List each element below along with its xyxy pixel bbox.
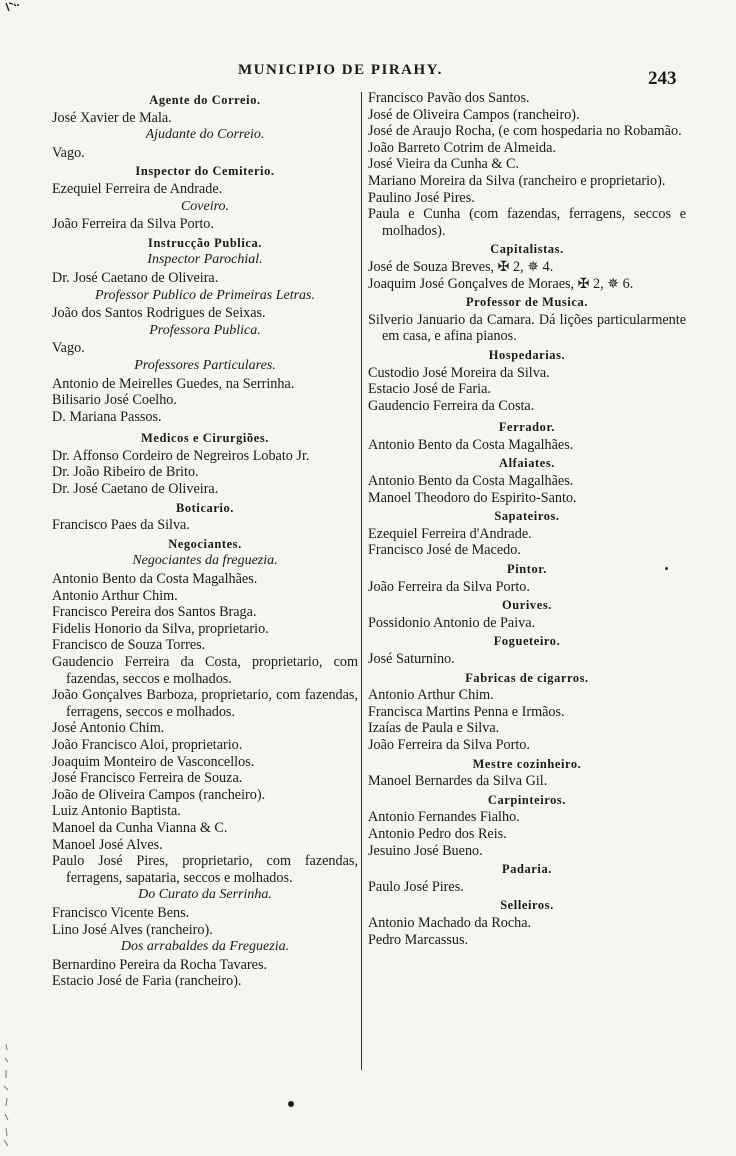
section-heading: Hospedarias. xyxy=(488,347,566,362)
directory-entry: Silverio Januario da Camara. Dá lições particularmente em casa, e afina pianos. xyxy=(368,311,686,345)
section-heading: Ferrador. xyxy=(498,420,556,435)
directory-entry: Estacio José de Faria (rancheiro). xyxy=(52,973,242,990)
section-boticario xyxy=(52,500,358,534)
directory-entry: Ezequiel Ferreira de Andrade. xyxy=(52,180,223,197)
section-subheading: Dos arrabaldes da Freguezia. xyxy=(120,939,290,955)
directory-entry: José Vieira da Cunha & C. xyxy=(368,156,519,173)
directory-entry: Custodio José Moreira da Silva. xyxy=(368,364,550,381)
section-padaria xyxy=(368,861,686,895)
directory-entry: Francisco José de Macedo. xyxy=(368,542,521,559)
section-heading: Carpinteiros. xyxy=(487,792,567,807)
section-subheading: Inspector Parochial. xyxy=(147,252,263,268)
section-heading: Pintor. xyxy=(507,562,547,577)
section-heading: Ourives. xyxy=(502,598,552,613)
running-title: MUNICIPIO DE PIRAHY. xyxy=(238,62,443,78)
section-inspector-do-cemiterio xyxy=(52,163,358,197)
section-ourives xyxy=(368,597,686,631)
directory-entry: Vago. xyxy=(52,340,85,357)
directory-entry: Manoel Theodoro do Espirito-Santo. xyxy=(368,489,577,506)
directory-entry: João Barreto Cotrim de Almeida. xyxy=(368,139,556,156)
directory-entry: Pedro Marcassus. xyxy=(368,931,469,948)
directory-entry: Lino José Alves (rancheiro). xyxy=(52,921,213,938)
directory-entry: José Saturnino. xyxy=(368,651,455,667)
directory-entry: Bernardino Pereira da Rocha Tavares. xyxy=(52,956,268,973)
section-heading: Fabricas de cigarros. xyxy=(465,670,589,685)
directory-entry: D. Mariana Passos. xyxy=(52,408,162,425)
directory-entry: José de Souza Breves, ✠ 2, ✵ 4. xyxy=(368,258,554,275)
directory-entry: Paulo José Pires. xyxy=(368,878,464,895)
section-negociantes xyxy=(52,536,358,553)
section-professor-de-musica xyxy=(368,294,686,345)
section-subheading: Coveiro. xyxy=(180,198,230,214)
section-heading: Medicos e Cirurgiões. xyxy=(141,431,269,446)
section-heading: Capitalistas. xyxy=(490,242,564,257)
directory-entry: Bilisario José Coelho. xyxy=(52,392,177,409)
section-sapateiros xyxy=(368,508,686,559)
page-number: 243 xyxy=(648,68,677,89)
section-continuation-0 xyxy=(368,90,686,239)
directory-entry: Antonio Bento da Costa Magalhães. xyxy=(52,571,258,588)
section-ajudante-do-correio xyxy=(52,127,358,161)
section-subheading: Ajudante do Correio. xyxy=(145,127,265,143)
section-heading: Negociantes. xyxy=(168,536,242,551)
directory-entry: Estacio José de Faria. xyxy=(368,381,491,398)
section-subheading: Professor Publico de Primeiras Letras. xyxy=(95,287,315,303)
directory-entry: Antonio Fernandes Fialho. xyxy=(368,809,520,826)
directory-entry: Antonio Bento da Costa Magalhães. xyxy=(368,473,574,490)
directory-entry: Francisco de Souza Torres. xyxy=(52,637,206,654)
section-medicos-e-cirurgioes xyxy=(52,430,358,497)
directory-entry: João Gonçalves Barboza, proprietario, com fazendas, ferragens, seccos e molhados. xyxy=(52,687,358,720)
directory-entry: Francisca Martins Penna e Irmãos. xyxy=(368,703,565,720)
directory-entry: Fidelis Honorio da Silva, proprietario. xyxy=(52,620,269,637)
section-heading: Agente do Correio. xyxy=(149,93,261,107)
directory-entry: Izaías de Paula e Silva. xyxy=(368,720,500,737)
section-heading: Instrucção Publica. xyxy=(148,235,262,250)
directory-entry: Joaquim José Gonçalves de Moraes, ✠ 2, ✵ 6. xyxy=(368,275,634,292)
section-mestre-cozinheiro xyxy=(368,756,686,790)
section-alfaiates xyxy=(368,455,686,506)
section-carpinteiros xyxy=(368,792,686,859)
directory-entry: Dr. José Caetano de Oliveira. xyxy=(52,481,219,498)
directory-entry: Paulo José Pires, proprietario, com fazendas, ferragens, sapataria, seccos e molhados. xyxy=(52,853,358,886)
directory-entry: Dr. Affonso Cordeiro de Negreiros Lobato Jr. xyxy=(52,447,310,464)
directory-entry: João Ferreira da Silva Porto. xyxy=(368,578,530,595)
directory-entry: José de Araujo Rocha, (e com hospedaria no Robamão. xyxy=(368,123,682,140)
section-heading: Boticario. xyxy=(176,500,234,515)
section-heading: Mestre cozinheiro. xyxy=(472,756,582,771)
directory-entry: Paula e Cunha (com fazendas, ferragens, seccos e molhados). xyxy=(368,206,686,239)
section-heading: Selleiros. xyxy=(500,898,554,913)
section-subheading: Professora Publica. xyxy=(149,322,261,338)
directory-entry: Mariano Moreira da Silva (rancheiro e proprietario). xyxy=(368,172,666,189)
directory-entry: José Antonio Chim. xyxy=(52,720,165,737)
directory-entry: João Ferreira da Silva Porto. xyxy=(52,216,214,233)
directory-entry: Jesuino José Bueno. xyxy=(368,842,483,859)
page-edge-marks xyxy=(0,1040,14,1150)
section-do-curato-da-serrinha xyxy=(52,887,358,938)
section-professor-publico-de-primeiras-letras xyxy=(52,288,358,322)
directory-entry: Paulino José Pires. xyxy=(368,189,475,206)
section-instruccao-publica xyxy=(52,235,358,252)
directory-entry: Dr. João Ribeiro de Brito. xyxy=(52,464,199,481)
section-hospedarias xyxy=(368,347,686,414)
section-ferrador xyxy=(368,419,686,453)
ink-speck xyxy=(665,567,668,570)
section-heading: Alfaiates. xyxy=(499,456,555,471)
directory-entry: Antonio de Meirelles Guedes, na Serrinha. xyxy=(52,375,295,392)
directory-entry: Gaudencio Ferreira da Costa. xyxy=(368,397,535,414)
directory-entry: José de Oliveira Campos (rancheiro). xyxy=(368,106,580,123)
section-agente-do-correio xyxy=(52,92,358,126)
section-heading: Sapateiros. xyxy=(494,509,560,524)
section-capitalistas xyxy=(368,241,686,292)
section-subheading: Professores Particulares. xyxy=(134,357,276,373)
directory-entry: João Ferreira da Silva Porto. xyxy=(368,736,530,753)
directory-entry: Francisco Vicente Bens. xyxy=(52,904,190,921)
section-fabricas-de-cigarros xyxy=(368,670,686,754)
directory-entry: Francisco Pavão dos Santos. xyxy=(368,90,530,106)
directory-entry: Francisco Pereira dos Santos Braga. xyxy=(52,604,257,621)
left-column xyxy=(52,90,358,990)
directory-entry: Manoel José Alves. xyxy=(52,836,163,853)
directory-entry: João dos Santos Rodrigues de Seixas. xyxy=(52,305,266,322)
directory-entry: Vago. xyxy=(52,144,85,161)
directory-entry: Possidonio Antonio de Paiva. xyxy=(368,614,536,631)
section-heading: Padaria. xyxy=(502,862,552,877)
section-coveiro xyxy=(52,199,358,233)
section-inspector-parochial xyxy=(52,252,358,286)
directory-entry: Ezequiel Ferreira d'Andrade. xyxy=(368,525,532,542)
section-dos-arrabaldes-da-freguezia xyxy=(52,939,358,990)
directory-entry: José Francisco Ferreira de Souza. xyxy=(52,770,243,787)
directory-entry: Luiz Antonio Baptista. xyxy=(52,803,181,820)
directory-entry: Antonio Bento da Costa Magalhães. xyxy=(368,436,574,453)
section-subheading: Negociantes da freguezia. xyxy=(132,553,278,569)
section-professores-particulares xyxy=(52,358,358,425)
directory-entry: João de Oliveira Campos (rancheiro). xyxy=(52,786,266,803)
section-negociantes-da-freguezia xyxy=(52,553,358,886)
section-professora-publica xyxy=(52,323,358,357)
directory-entry: Antonio Arthur Chim. xyxy=(368,687,494,704)
column-divider xyxy=(361,92,362,1070)
section-heading: Professor de Musica. xyxy=(465,295,588,310)
section-heading: Fogueteiro. xyxy=(493,634,561,649)
directory-entry: Dr. José Caetano de Oliveira. xyxy=(52,269,219,286)
directory-entry: Manoel da Cunha Vianna & C. xyxy=(52,819,228,836)
directory-entry: Antonio Arthur Chim. xyxy=(52,587,178,604)
right-column xyxy=(368,90,686,948)
corner-ink-mark xyxy=(4,2,26,12)
directory-entry: Antonio Pedro dos Reis. xyxy=(368,825,507,842)
directory-entry: Antonio Machado da Rocha. xyxy=(368,914,532,931)
section-subheading: Do Curato da Serrinha. xyxy=(138,887,272,903)
directory-entry: João Francisco Aloi, proprietario. xyxy=(52,736,243,753)
directory-entry: Gaudencio Ferreira da Costa, proprietario, com fazendas, seccos e molhados. xyxy=(52,654,358,687)
bottom-ink-dot xyxy=(288,1101,294,1107)
directory-entry: Francisco Paes da Silva. xyxy=(52,517,190,534)
directory-entry: Manoel Bernardes da Silva Gil. xyxy=(368,773,548,790)
directory-entry: José Xavier de Mala. xyxy=(52,109,172,126)
section-fogueteiro xyxy=(368,633,686,667)
directory-entry: Joaquim Monteiro de Vasconcellos. xyxy=(52,753,255,770)
section-pintor xyxy=(368,561,686,595)
section-selleiros xyxy=(368,897,686,948)
section-heading: Inspector do Cemiterio. xyxy=(135,164,275,179)
